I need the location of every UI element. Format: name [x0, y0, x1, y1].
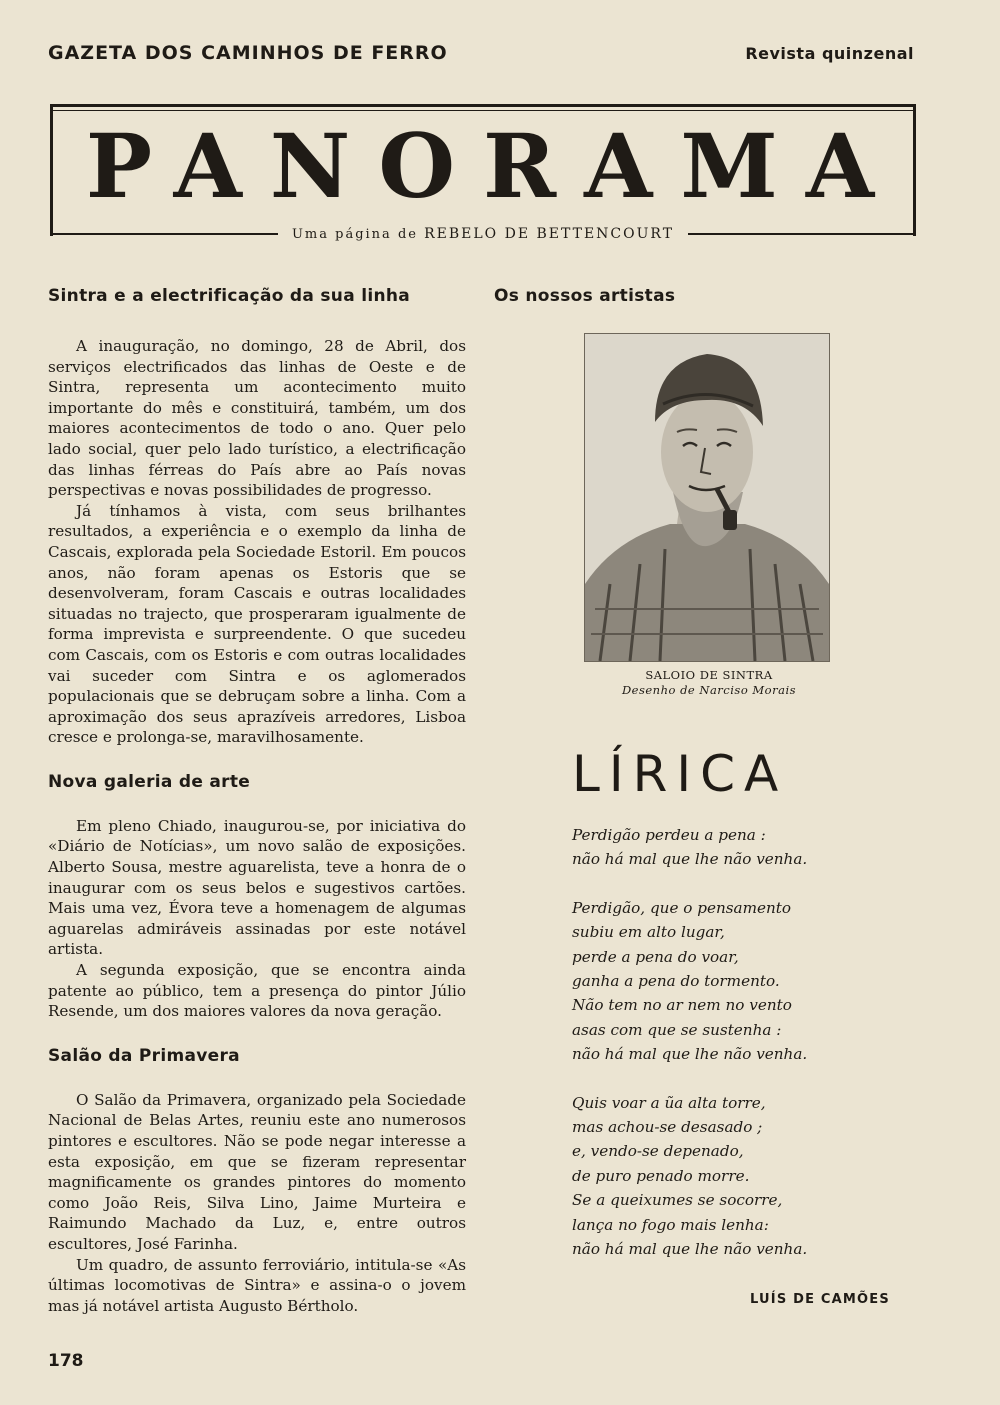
masthead-top-rule: [53, 104, 913, 107]
section-title-galeria: Nova galeria de arte: [48, 771, 251, 792]
poem-line: Não tem no ar nem no vento: [572, 996, 792, 1015]
byline-right-rule: [688, 233, 913, 235]
publication-frequency: Revista quinzenal: [745, 44, 914, 63]
publication-title: GAZETA DOS CAMINHOS DE FERRO: [48, 42, 448, 64]
poem-stanza: [572, 896, 912, 1067]
poem-line: não há mal que lhe não venha.: [572, 1045, 808, 1064]
masthead-title: PANORAMA: [85, 114, 903, 218]
masthead-byline-row: [53, 224, 913, 244]
poem-stanza: [572, 823, 912, 872]
paragraph: O Salão da Primavera, organizado pela Sociedade Nacional de Belas Artes, reuniu este ano numerosos pintores e escultores. Não se pode negar interesse a esta exposição, em que se fizeram representar magnificamente os grandes pintores do momento como João Reis, Silva Lino, Jaime Murteira e Raimundo Machado da Luz, e, entre outros escultores, José Farinha.: [48, 1090, 466, 1253]
right-column: [494, 280, 914, 1307]
poem-line: Perdigão perdeu a pena :: [572, 826, 766, 844]
poem-title: LÍRICA: [572, 745, 788, 803]
byline-prefix: Uma página de: [291, 227, 418, 242]
paragraph: Já tínhamos à vista, com seus brilhantes resultados, a experiência e o exemplo da linha de Cascais, explorada pela Sociedade Estoril. Em poucos anos, não foram apenas os Estoris que se desenvolveram, foram Cascais e outras localidades situadas no trajecto, que prosperaram igualmente de forma imprevista e surpreendente. O que sucedeu com Cascais, com os Estoris e com outras localidades vai suceder com Sintra e os aglomerados populacionais que se debruçam sobre a linha. Com a aproximação dos seus aprazíveis arredores, Lisboa cresce e prolonga-se, maravilhosamente.: [48, 501, 466, 747]
portrait-caption: [554, 668, 864, 697]
paragraph: A segunda exposição, que se encontra ainda patente ao público, tem a presença do pintor Júlio Resende, um dos maiores valores da nova geração.: [48, 961, 466, 1021]
paragraph: Em pleno Chiado, inaugurou-se, por iniciativa do «Diário de Notícias», um novo salão de exposições. Alberto Sousa, mestre aguarelista, teve a honra de o inaugurar com os seus belos e sugestivos cartões. Mais uma vez, Évora teve a homenagem de algumas aguarelas admiráveis assinadas por este notável artista.: [48, 816, 466, 959]
caption-credit: Desenho de Narciso Morais: [621, 683, 797, 697]
portrait-drawing: [584, 333, 830, 662]
caption-title: SALOIO DE SINTRA: [645, 668, 773, 682]
poem-line: mas achou-se desasado ;: [572, 1118, 763, 1137]
poem-line: não há mal que lhe não venha.: [572, 1240, 808, 1259]
poem-line: subiu em alto lugar,: [572, 923, 725, 942]
section-title-artistas: Os nossos artistas: [494, 286, 676, 306]
masthead-byline: [278, 226, 688, 242]
poem-line: de puro penado morre.: [572, 1166, 750, 1185]
poem-line: lança no fogo mais lenha:: [572, 1215, 769, 1234]
poem-line: e, vendo-se depenado,: [572, 1142, 744, 1161]
poem-line: ganha a pena do tormento.: [572, 972, 780, 991]
paragraph: Um quadro, de assunto ferroviário, intitula-se «As últimas locomotivas de Sintra» e assina-o o jovem mas já notável artista Augusto Bértholo.: [48, 1255, 466, 1315]
poem-line: Perdigão, que o pensamento: [572, 898, 791, 917]
left-column: [48, 280, 466, 1316]
masthead-top-rule-thin: [53, 110, 913, 111]
paragraph: A inauguração, no domingo, 28 de Abril, dos serviços electrificados das linhas de Oeste e de Sintra, representa um acontecimento muito importante do mês e constituirá, também, um dos maiores acontecimentos de todo o ano. Quer pelo lado social, quer pelo lado turístico, a electrificação das linhas férreas do País abre ao País novas perspectivas e novas possibilidades de progresso.: [48, 337, 466, 500]
byline-author: REBELO DE BETTENCOURT: [424, 226, 675, 242]
poem-line: asas com que se sustenha :: [572, 1020, 782, 1039]
section-title-salao: Salão da Primavera: [48, 1045, 240, 1066]
masthead: [50, 104, 916, 242]
poem-line: não há mal que lhe não venha.: [572, 850, 808, 869]
poem: [572, 823, 912, 1286]
poem-author: LUÍS DE CAMÕES: [750, 1292, 890, 1307]
poem-line: Quis voar a ũa alta torre,: [572, 1093, 766, 1112]
poem-line: Se a queixumes se socorre,: [572, 1191, 783, 1210]
byline-left-rule: [53, 233, 278, 235]
poem-line: perde a pena do voar,: [572, 947, 739, 966]
page-number: 178: [48, 1351, 84, 1371]
section-title-sintra: Sintra e a electrificação da sua linha: [48, 286, 411, 306]
poem-stanza: [572, 1091, 912, 1262]
